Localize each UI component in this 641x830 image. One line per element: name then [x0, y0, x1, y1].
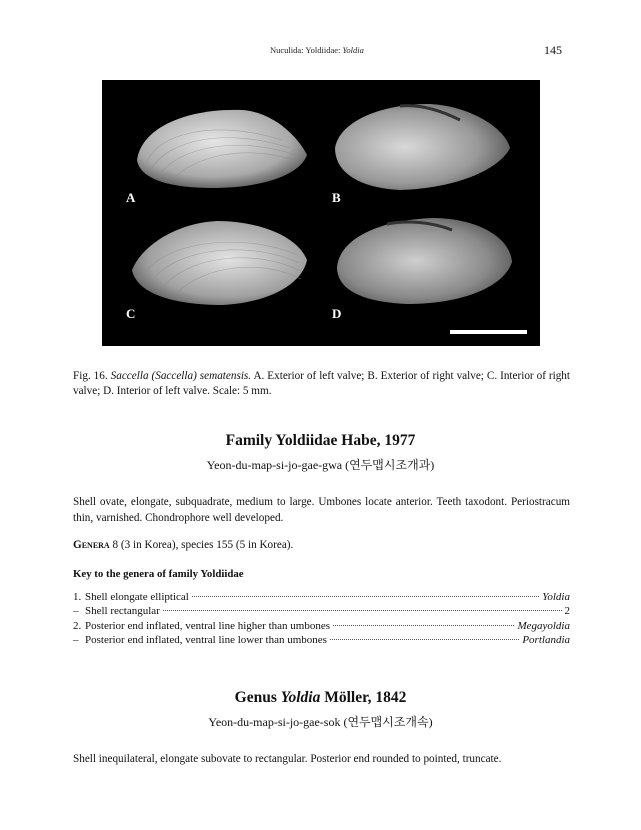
- genus-description: Shell inequilateral, elongate subovate to rectangular. Posterior end rounded to pointed, truncate.: [73, 753, 502, 765]
- genus-korean-name: Yeon-du-map-si-jo-gae-sok (연두맵시조개속): [208, 715, 433, 729]
- family-korean-name: Yeon-du-map-si-jo-gae-gwa (연두맵시조개과): [206, 458, 435, 472]
- key-row-number: 2.: [73, 620, 82, 632]
- key-row-leader: [330, 639, 519, 640]
- shell-image-b: [330, 98, 515, 198]
- panel-label-a: A: [126, 190, 136, 205]
- genera-text: 8 (3 in Korea), species 155 (5 in Korea).: [109, 539, 294, 551]
- key-row-leader: [163, 610, 562, 611]
- key-row: [73, 591, 570, 603]
- key-row-text: Posterior end inflated, ventral line higher than umbones: [85, 620, 330, 632]
- page-number: 145: [544, 43, 562, 57]
- key-row-result: Portlandia: [522, 634, 570, 646]
- genus-title-name: Yoldia: [280, 689, 321, 706]
- key-row: [73, 634, 570, 646]
- key-row-result: Yoldia: [542, 591, 570, 603]
- genus-title-suffix: Möller, 1842: [320, 689, 407, 706]
- key-row-result: Megayoldia: [517, 620, 570, 632]
- running-head: [270, 45, 364, 55]
- shell-image-d: [332, 212, 517, 312]
- key-row-text: Shell rectangular: [85, 605, 160, 617]
- genera-line: [73, 537, 570, 553]
- shell-image-a: [132, 100, 312, 195]
- figure-caption: [73, 369, 570, 399]
- caption-fig-label: Fig. 16.: [73, 370, 108, 382]
- caption-text: A. Exterior of left valve; B. Exterior of right valve; C. Interior of right valve; D. Interior of left valve. Scale: 5 mm.: [73, 370, 571, 397]
- scale-bar: [450, 330, 527, 334]
- key-row-number: –: [73, 605, 79, 617]
- key-row-text: Shell elongate elliptical: [85, 591, 189, 603]
- panel-label-b: B: [332, 190, 341, 205]
- genera-label: Genera: [73, 539, 110, 551]
- caption-species: Saccella (Saccella) sematensis.: [110, 370, 252, 382]
- shell-image-c: [127, 215, 312, 310]
- panel-label-c: C: [126, 306, 136, 321]
- key-row: [73, 605, 570, 617]
- key-row-result: 2: [564, 605, 570, 617]
- key-row-text: Posterior end inflated, ventral line lower than umbones: [85, 634, 327, 646]
- running-head-text: Nuculida: Yoldiidae:: [270, 45, 343, 55]
- key-row-number: 1.: [73, 591, 82, 603]
- key-row-leader: [333, 625, 514, 626]
- running-head-genus: Yoldia: [342, 45, 364, 55]
- genus-title-prefix: Genus: [234, 689, 281, 706]
- key-row: [73, 620, 570, 632]
- figure-plate: [102, 80, 540, 346]
- genus-title: [0, 689, 641, 707]
- family-title: Family Yoldiidae Habe, 1977: [225, 432, 416, 449]
- panel-label-d: D: [332, 306, 342, 321]
- family-description: Shell ovate, elongate, subquadrate, medium to large. Umbones locate anterior. Teeth taxodont. Periostracum thin, varnished. Chondrophore well developed.: [73, 496, 570, 524]
- key-title: Key to the genera of family Yoldiidae: [73, 568, 244, 580]
- key-row-number: –: [73, 634, 79, 646]
- key-row-leader: [192, 596, 539, 597]
